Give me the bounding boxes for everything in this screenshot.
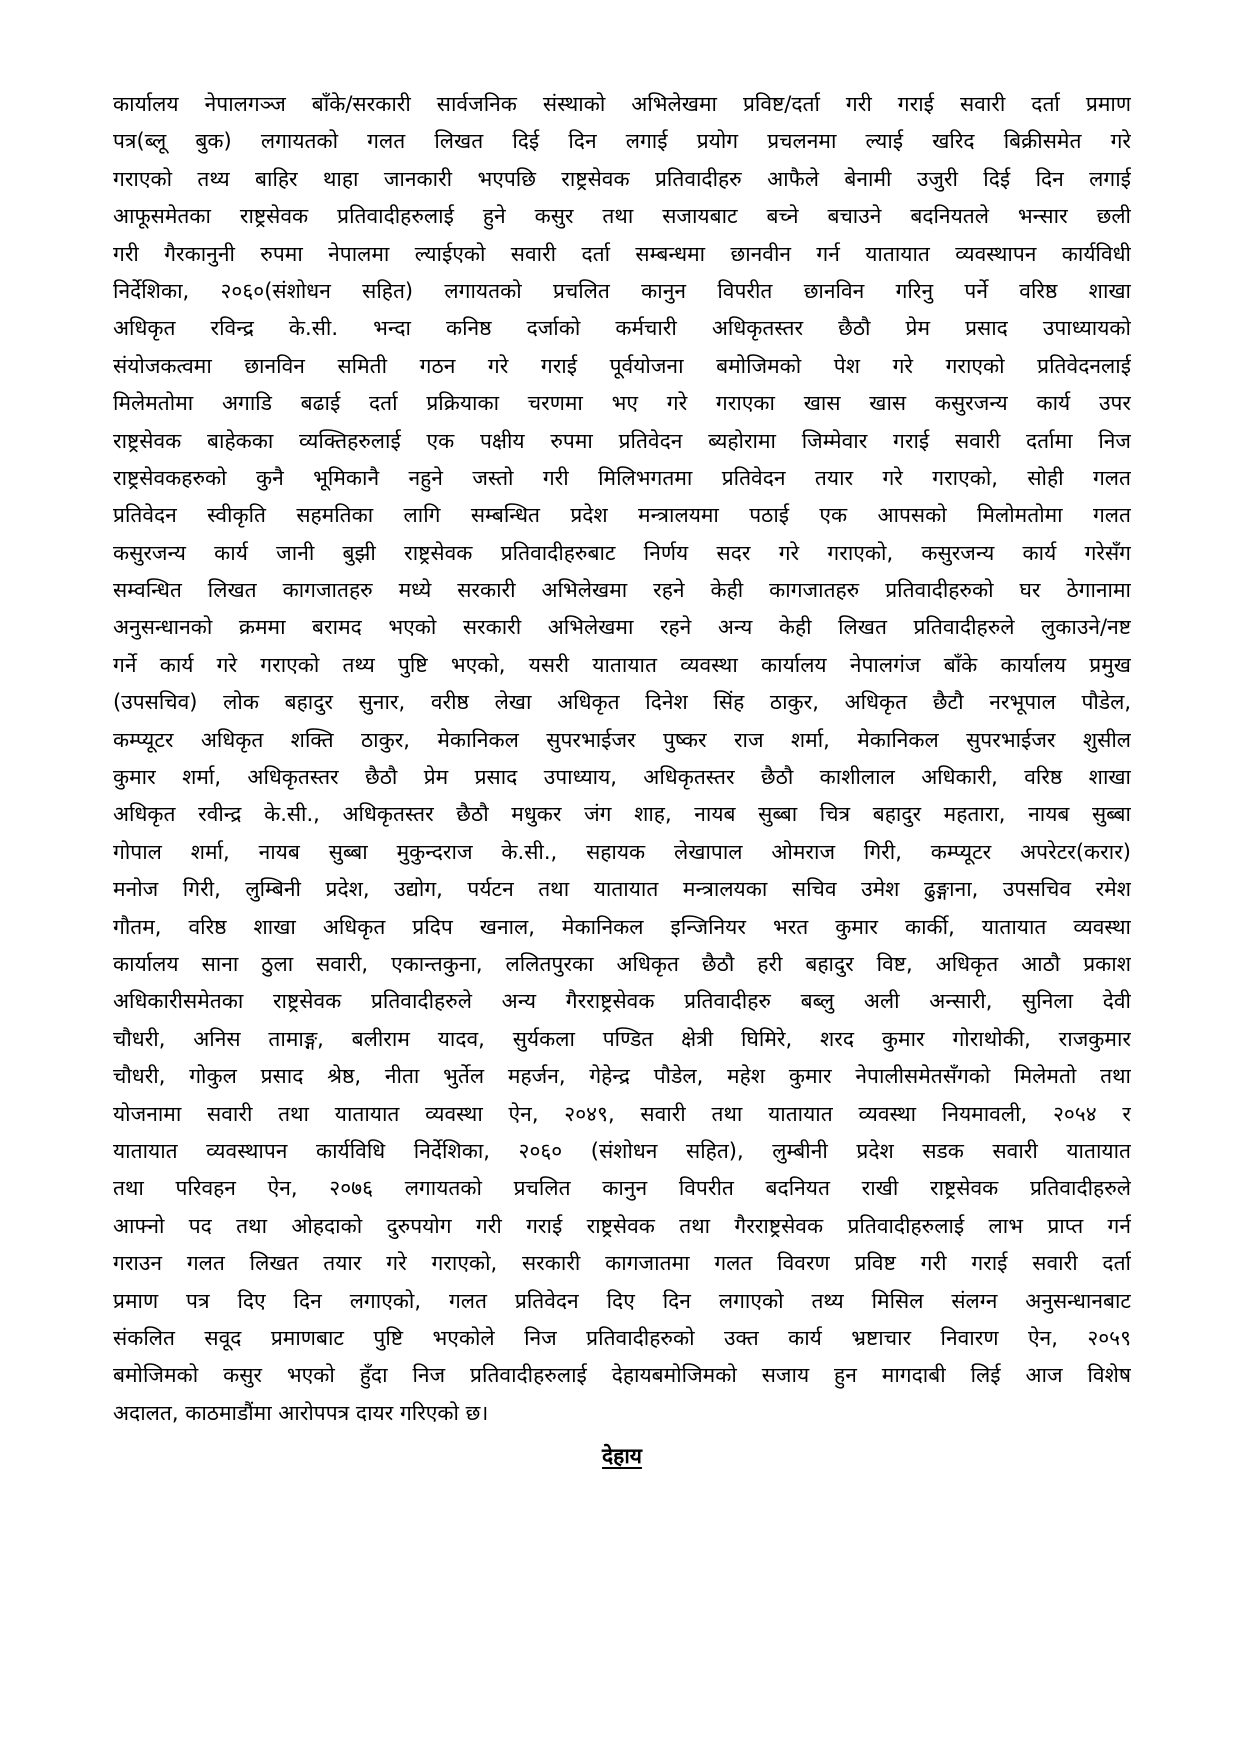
text-line: राष्ट्रसेवकहरुको कुनै भूमिकानै नहुने जस्तो गरी मिलिभगतमा प्रतिवेदन तयार गरे गराएको, सोही गलत: [113, 465, 1131, 490]
text-line: कसुरजन्य कार्य जानी बुझी राष्ट्रसेवक प्रतिवादीहरुबाट निर्णय सदर गरे गराएको, कसुरजन्य कार्य गरेसँग: [113, 540, 1131, 565]
text-line: अधिकृत रविन्द्र के.सी. भन्दा कनिष्ठ दर्जाको कर्मचारी अधिकृतस्तर छैठौ प्रेम प्रसाद उपाध्यायको: [113, 316, 1131, 341]
text-line: निर्देशिका, २०६०(संशोधन सहित) लगायतको प्रचलित कानुन विपरीत छानविन गरिनु पर्ने वरिष्ठ शाखा: [113, 278, 1131, 303]
text-line: आफूसमेतका राष्ट्रसेवक प्रतिवादीहरुलाई हुने कसुर तथा सजायबाट बच्ने बचाउने बदनियतले भन्सार छली: [113, 204, 1131, 229]
text-line: कार्यालय नेपालगञ्ज बाँके/सरकारी सार्वजनिक संस्थाको अभिलेखमा प्रविष्ट/दर्ता गरी गराई सवारी दर्ता प्रमाण: [113, 92, 1131, 116]
text-line-last: अदालत, काठमाडौंमा आरोपपत्र दायर गरिएको छ।: [113, 1400, 489, 1425]
text-line: गौतम, वरिष्ठ शाखा अधिकृत प्रदिप खनाल, मेकानिकल इन्जिनियर भरत कुमार कार्की, यातायात व्यवस्था: [113, 914, 1131, 939]
text-line: कुमार शर्मा, अधिकृतस्तर छैठौ प्रेम प्रसाद उपाध्याय, अधिकृतस्तर छैठौ काशीलाल अधिकारी, वरिष्ठ शाखा: [113, 765, 1131, 790]
text-line: गरी गैरकानुनी रुपमा नेपालमा ल्याईएको सवारी दर्ता सम्बन्धमा छानवीन गर्न यातायात व्यवस्थापन कार्यविधी: [113, 241, 1131, 266]
text-line: मिलेमतोमा अगाडि बढाई दर्ता प्रक्रियाका चरणमा भए गरे गराएका खास खास कसुरजन्य कार्य उपर: [113, 391, 1131, 416]
text-line: प्रतिवेदन स्वीकृति सहमतिका लागि सम्बन्धित प्रदेश मन्त्रालयमा पठाई एक आपसको मिलोमतोमा गलत: [113, 503, 1131, 528]
text-line: बमोजिमको कसुर भएको हुँदा निज प्रतिवादीहरुलाई देहायबमोजिमको सजाय हुन मागदाबी लिई आज विशेष: [113, 1363, 1131, 1388]
text-line: अनुसन्धानको क्रममा बरामद भएको सरकारी अभिलेखमा रहने अन्य केही लिखत प्रतिवादीहरुले लुकाउने/नष्ट: [113, 615, 1131, 640]
text-line: अधिकारीसमेतका राष्ट्रसेवक प्रतिवादीहरुले अन्य गैरराष्ट्रसेवक प्रतिवादीहरु बब्लु अली अन्सारी, सुनिला देवी: [113, 989, 1131, 1014]
text-line: अधिकृत रवीन्द्र के.सी., अधिकृतस्तर छैठौ मधुकर जंग शाह, नायब सुब्बा चित्र बहादुर महतारा, नायब सुब्बा: [113, 802, 1131, 827]
text-line: राष्ट्रसेवक बाहेकका व्यक्तिहरुलाई एक पक्षीय रुपमा प्रतिवेदन ब्यहोरामा जिम्मेवार गराई सवारी दर्तामा निज: [113, 428, 1131, 453]
text-line: पत्र(ब्लू बुक) लगायतको गलत लिखत दिई दिन लगाई प्रयोग प्रचलनमा ल्याई खरिद बिक्रीसमेत गरे: [113, 129, 1131, 154]
text-line: कम्प्यूटर अधिकृत शक्ति ठाकुर, मेकानिकल सुपरभाईजर पुष्कर राज शर्मा, मेकानिकल सुपरभाईजर शुसील: [113, 727, 1131, 752]
text-line: तथा परिवहन ऐन, २०७६ लगायतको प्रचलित कानुन विपरीत बदनियत राखी राष्ट्रसेवक प्रतिवादीहरुले: [113, 1176, 1131, 1201]
text-line: आफ्नो पद तथा ओहदाको दुरुपयोग गरी गराई राष्ट्रसेवक तथा गैरराष्ट्रसेवक प्रतिवादीहरुलाई लाभ प्राप्त गर्न: [113, 1213, 1131, 1238]
text-line: मनोज गिरी, लुम्बिनी प्रदेश, उद्योग, पर्यटन तथा यातायात मन्त्रालयका सचिव उमेश ढुङ्गाना, उपसचिव रमेश: [113, 877, 1131, 902]
text-line: कार्यालय साना ठुला सवारी, एकान्तकुना, ललितपुरका अधिकृत छैठौ हरी बहादुर विष्ट, अधिकृत आठौ प्रकाश: [113, 951, 1131, 976]
text-line: प्रमाण पत्र दिए दिन लगाएको, गलत प्रतिवेदन दिए दिन लगाएको तथ्य मिसिल संलग्न अनुसन्धानबाट: [113, 1288, 1131, 1313]
text-line: यातायात व्यवस्थापन कार्यविधि निर्देशिका, २०६० (संशोधन सहित), लुम्बीनी प्रदेश सडक सवारी यातायात: [113, 1138, 1131, 1163]
text-line: संयोजकत्वमा छानविन समिती गठन गरे गराई पूर्वयोजना बमोजिमको पेश गरे गराएको प्रतिवेदनलाई: [113, 353, 1131, 378]
text-line: सम्वन्धित लिखत कागजातहरु मध्ये सरकारी अभिलेखमा रहने केही कागजातहरु प्रतिवादीहरुको घर ठेगानामा: [113, 578, 1131, 603]
text-line: गराउन गलत लिखत तयार गरे गराएको, सरकारी कागजातमा गलत विवरण प्रविष्ट गरी गराई सवारी दर्ता: [113, 1251, 1131, 1276]
text-line: गर्ने कार्य गरे गराएको तथ्य पुष्टि भएको, यसरी यातायात व्यवस्था कार्यालय नेपालगंज बाँके कार्यालय प्रमुख: [113, 652, 1131, 677]
text-line: संकलित सवूद प्रमाणबाट पुष्टि भएकोले निज प्रतिवादीहरुको उक्त कार्य भ्रष्टाचार निवारण ऐन, २०५९: [113, 1325, 1131, 1350]
text-line: योजनामा सवारी तथा यातायात व्यवस्था ऐन, २०४९, सवारी तथा यातायात व्यवस्था नियमावली, २०५४ र: [113, 1101, 1131, 1126]
body-paragraph: [113, 86, 1131, 1432]
text-line: चौधरी, गोकुल प्रसाद श्रेष्ठ, नीता भुर्तेल महर्जन, गेहेन्द्र पौडेल, महेश कुमार नेपालीसमेतसँगको मिलेमतो तथा: [113, 1064, 1131, 1089]
text-line: (उपसचिव) लोक बहादुर सुनार, वरीष्ठ लेखा अधिकृत दिनेश सिंह ठाकुर, अधिकृत छैटौ नरभूपाल पौडेल,: [113, 690, 1131, 715]
text-line: गराएको तथ्य बाहिर थाहा जानकारी भएपछि राष्ट्रसेवक प्रतिवादीहरु आफैले बेनामी उजुरी दिई दिन लगाई: [113, 166, 1131, 191]
heading-dehay: देहाय: [602, 1444, 642, 1469]
document-page: [113, 86, 1131, 1476]
text-line: चौधरी, अनिस तामाङ्ग, बलीराम यादव, सुर्यकला पण्डित क्षेत्री घिमिरे, शरद कुमार गोराथोकी, राजकुमार: [113, 1026, 1131, 1051]
text-line: गोपाल शर्मा, नायब सुब्बा मुकुन्दराज के.सी., सहायक लेखापाल ओमराज गिरी, कम्प्यूटर अपरेटर(करार): [113, 839, 1131, 864]
section-heading: [113, 1436, 1131, 1476]
